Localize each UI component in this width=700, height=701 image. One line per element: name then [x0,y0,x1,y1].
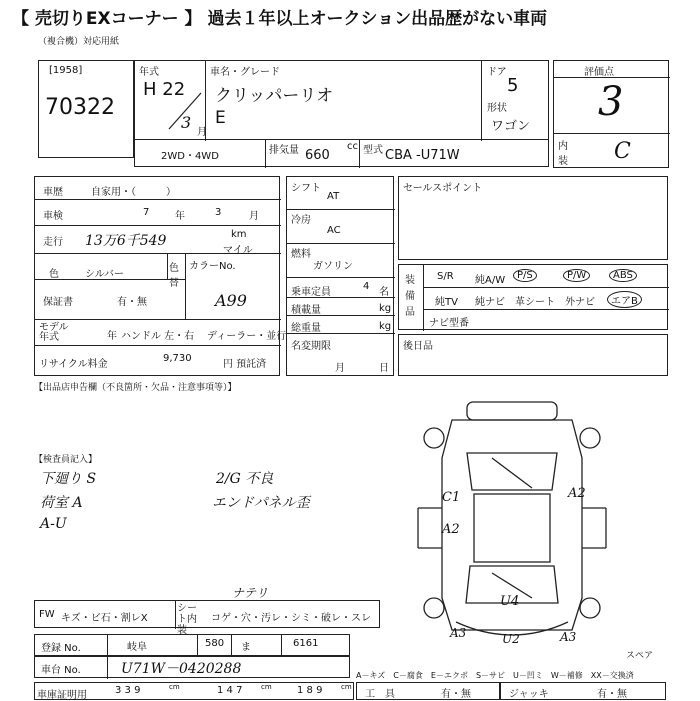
history-label: 車歴 [43,187,63,198]
cert-unit-2: cm [261,683,272,691]
recycle-unit: 円 預託済 [223,359,267,370]
weight-label: 総重量 [291,323,321,334]
eq-abs: ABS [609,269,637,282]
color-code-label: カラーNo. [189,261,236,272]
tools-row [356,682,500,700]
handle: ハンドル 左・右 [121,331,195,342]
seat-items: コゲ・穴・汚レ・シミ・破レ・スレ [211,613,371,624]
note-panel: エンドパネル歪 [212,495,310,511]
registration-class: 580 [205,638,225,649]
history-value: 自家用・（ ） [91,187,176,198]
banner: 【 売切りEXコーナー 】 過去１年以上オークション出品歴がない車両 [12,9,548,29]
equipment-box [398,264,668,330]
chassis-value: U71W－0420288 [121,661,242,677]
fw-items: キズ・ビ石・割レX [61,613,148,624]
cert-unit-3: cm [341,683,352,691]
seller-section: 【出品店申告欄（不良箇所・欠品・注意事項等）】 [34,383,237,393]
shape-value: ワゴン [491,119,531,134]
sales-point-label: セールスポイント [403,183,483,194]
inspector-section: 【検査員記入】 [34,455,98,465]
name-change-day: 日 [379,363,389,374]
shift-value: AT [327,191,340,202]
vehicle-name: クリッパーリオ [215,86,334,106]
seat-interior-label: シート内装 [177,603,197,636]
mileage-label: 走行 [43,237,63,248]
cert-unit-1: cm [169,683,180,691]
eq-navi-model: ナビ型番 [429,318,469,329]
rating-box [553,60,669,168]
header-note: （複合機）対応用紙 [38,37,120,47]
name-change-month: 月 [335,363,345,374]
vehicle-block [134,60,549,140]
rating-score: 3 [598,79,624,125]
vehicle-label: 車名・グレード [210,67,280,78]
model-year-label: モデル年式 [39,322,69,343]
year-slash [165,91,205,131]
mark-a2-right: A2 [568,486,586,501]
dealer: ディーラー・並行 [207,331,287,342]
fw-row [34,600,380,636]
warranty-label: 保証書 [43,297,73,308]
cert-v1: 3 3 9 [115,685,141,696]
note-cargo: 荷室 A [40,495,83,511]
rear-notes-label: 後日品 [403,341,433,352]
jack-row [500,682,666,700]
drive: 2WD・4WD [161,151,219,162]
spec-row [134,139,549,167]
eq-ext-navi: 外ナビ [565,297,595,308]
vehicle-grade: E [215,108,226,128]
eq-airbag: エアB [607,291,642,308]
lot-box [38,60,134,158]
cert-label: 車庫証明用 [37,690,87,701]
year-month-unit: 月 [197,127,207,138]
eq-ps: P/S [513,269,537,282]
cert-row [34,682,354,700]
chassis-label: 車台 No. [41,665,81,676]
mark-u4: U4 [500,594,520,609]
chassis-row [34,656,350,678]
fuel-label: 燃料 [291,249,311,260]
rear-notes-box [398,334,668,376]
mileage-value: 13万6千549 [85,233,167,249]
mech-block [286,176,394,376]
model-year-unit: 年 [107,331,117,342]
name-change-label: 名変期限 [291,341,331,352]
year-label: 年式 [139,67,159,78]
spare-label: スペア [626,651,654,661]
jack-value: 有・無 [597,689,627,700]
jack-label: ジャッキ [509,689,549,700]
lot-number: 70322 [45,95,115,120]
mileage-unit-km: km [231,229,247,240]
eq-sr: S/R [437,271,454,282]
mark-c1: C1 [442,490,461,505]
recycle-value: 9,730 [163,353,192,364]
color-code: A99 [215,291,247,310]
capacity-value: 4 [363,281,370,292]
interior-value: C [614,139,631,164]
lot-code: [1958] [49,65,83,76]
inspection-year: 7 [143,207,150,218]
damage-legend: A－キズ C－腐食 E－エクボ S－サビ U－凹ミ W－補修 XX－交換済 [356,671,634,680]
tools-label: 工 具 [365,689,395,700]
recycle-label: リサイクル料金 [39,359,108,370]
model-label: 型式 [363,145,383,156]
tools-value: 有・無 [441,689,471,700]
equipment-label: 装備品 [405,275,415,318]
cert-v2: 1 4 7 [217,685,243,696]
eq-tv: 純TV [435,297,458,308]
doors-value: 5 [507,75,519,96]
registration-kana: ま [241,642,251,653]
seat-note: ナテリ [232,586,269,600]
model-value: CBA -U71W [385,148,460,163]
mark-u2: U2 [502,632,520,646]
inspection-year-unit: 年 [175,211,185,222]
mark-a3-right: A3 [560,630,577,644]
registration-number: 6161 [293,638,319,649]
displacement-label: 排気量 [269,145,299,156]
warranty-value: 有・無 [117,297,147,308]
note-glass: 2/G 不良 [216,471,288,487]
capacity-label: 乗車定員 [291,287,331,298]
interior-label: 内装 [558,141,568,167]
inspection-month-unit: 月 [249,211,259,222]
doors-label: ドア [487,67,507,78]
shape-label: 形状 [487,103,507,114]
color-value: シルバー [85,269,125,280]
eq-leather: 革シート [515,297,555,308]
inspection-label: 車検 [43,211,63,222]
sales-point-box [398,176,668,260]
color-change: 色替 [169,263,179,289]
note-au: A-U [40,516,67,532]
eq-navi: 純ナビ [475,297,505,308]
note-underbody: 下廻り S [40,471,97,487]
shift-label: シフト [291,183,321,194]
ac-value: AC [327,225,341,236]
inspection-month: 3 [215,207,222,218]
color-label: 色 [49,269,59,280]
year-month: 3 [181,113,192,132]
mark-a3-left: A3 [450,626,467,640]
registration-label: 登録 No. [41,643,81,654]
capacity-unit: 名 [379,287,389,298]
load-unit: kg [379,303,392,314]
rating-label: 評価点 [584,67,614,78]
eq-aw: 純A/W [475,275,506,286]
registration-place: 岐阜 [127,642,147,653]
info-block [34,176,287,376]
mileage-unit-mile: マイル [223,245,253,256]
ac-label: 冷房 [291,215,311,226]
displacement-unit: cc [347,141,358,152]
fw-label: FW [39,609,55,620]
fuel-value: ガソリン [313,261,353,272]
mark-a2-left: A2 [442,522,460,537]
displacement-value: 660 [305,148,330,163]
registration-row [34,634,350,656]
weight-unit: kg [379,321,392,332]
load-label: 積載量 [291,305,321,316]
cert-v3: 1 8 9 [297,685,323,696]
eq-pw: P/W [563,269,590,282]
year-era: H 22 [143,79,186,100]
